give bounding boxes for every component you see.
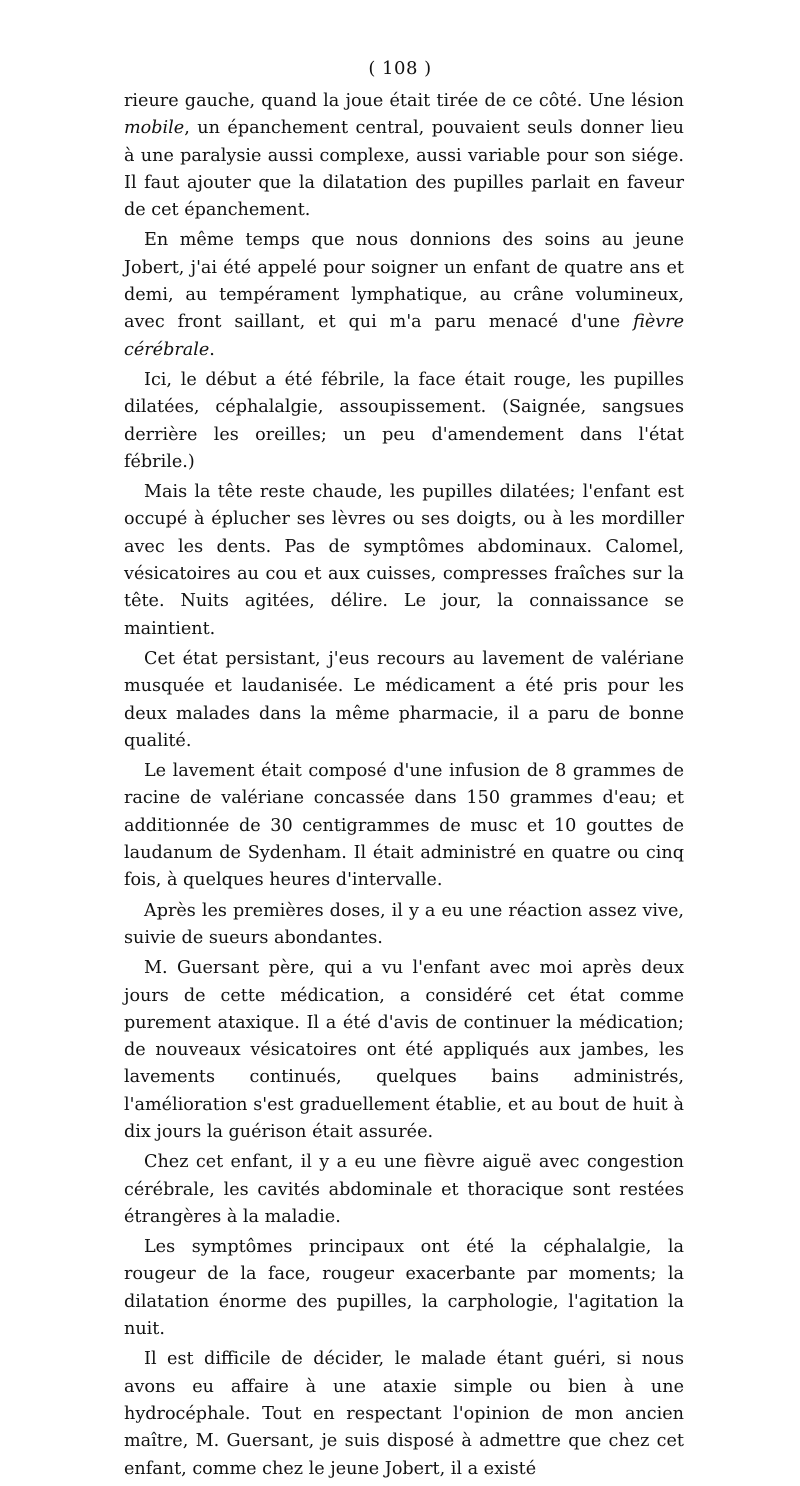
paragraph-1 (124, 88, 684, 224)
page-number: ( 108 ) (368, 58, 432, 79)
paragraph-1-segment-1: rieure gauche, quand la joue était tirée de ce côté. Une lésion (124, 91, 684, 111)
paragraph-9: Chez cet enfant, il y a eu une fièvre aiguë avec congestion cérébrale, les cavités abdominale et thoracique sont restées étrangères à la maladie. (124, 1152, 684, 1227)
paragraph-4: Mais la tête reste chaude, les pupilles dilatées; l'enfant est occupé à éplucher ses lèvres ou ses doigts, ou à les mordiller avec les dents. Pas de symptômes abdominaux. Calomel, vésicatoires au cou et aux cuisses, compresses fraîches sur la tête. Nuits agitées, délire. Le jour, la connaissance se maintient. (124, 482, 684, 639)
paragraph-5: Cet état persistant, j'eus recours au lavement de valériane musquée et laudanisée. Le médicament a été pris pour les deux malades dans la même pharmacie, il a paru de bonne qualité. (124, 648, 684, 751)
paragraph-2-segment-1: En même temps que nous donnions des soins au jeune Jobert, j'ai été appelé pour soigner un enfant de quatre ans et demi, au tempérament lymphatique, au crâne volumineux, avec front saillant, et qui m'a paru menacé d'une (124, 230, 684, 333)
paragraph-10: Les symptômes principaux ont été la céphalalgie, la rougeur de la face, rougeur exacerbante par moments; la dilatation énorme des pupilles, la carphologie, l'agitation la nuit. (124, 1237, 684, 1340)
paragraph-7: Après les premières doses, il y a eu une réaction assez vive, suivie de sueurs abondantes. (124, 900, 684, 948)
paragraph-3: Ici, le début a été fébrile, la face était rouge, les pupilles dilatées, céphalalgie, assoupissement. (Saignée, sangsues derrière les oreilles; un peu d'amendement dans l'état fébrile.) (124, 369, 684, 472)
paragraph-2-segment-3: . (209, 339, 215, 360)
paragraph-11: Il est difficile de décider, le malade étant guéri, si nous avons eu affaire à une ataxie simple ou bien à une hydrocéphale. Tout en respectant l'opinion de mon ancien maître, M. Guersant, je suis disposé à admettre que chez cet enfant, comme chez le jeune Jobert, il a existé (124, 1349, 684, 1479)
paragraph-6: Le lavement était composé d'une infusion de 8 grammes de racine de valériane concassée dans 150 grammes d'eau; et additionnée de 30 centigrammes de musc et 10 gouttes de laudanum de Sydenham. Il était administré en quatre ou cinq fois, à quelques heures d'intervalle. (124, 761, 684, 891)
italic-mobile: mobile (124, 118, 185, 139)
page-text (124, 88, 684, 1486)
italic-fievre-cerebrale: fièvre cérébrale (124, 312, 684, 360)
paragraph-8: M. Guersant père, qui a vu l'enfant avec moi après deux jours de cette médication, a considéré cet état comme purement ataxique. Il a été d'avis de continuer la médication; de nouveaux vésicatoires ont été appliqués aux jambes, les lavements continués, quelques bains administrés, l'amélioration s'est graduellement établie, et au bout de huit à dix jours la guérison était assurée. (124, 958, 684, 1142)
paragraph-2 (124, 227, 684, 363)
paragraph-1-segment-3: , un épanchement central, pouvaient seuls donner lieu à une paralysie aussi complexe, aussi variable pour son siége. Il faut ajouter que la dilatation des pupilles parlait en faveur de cet épanchement. (124, 118, 684, 221)
